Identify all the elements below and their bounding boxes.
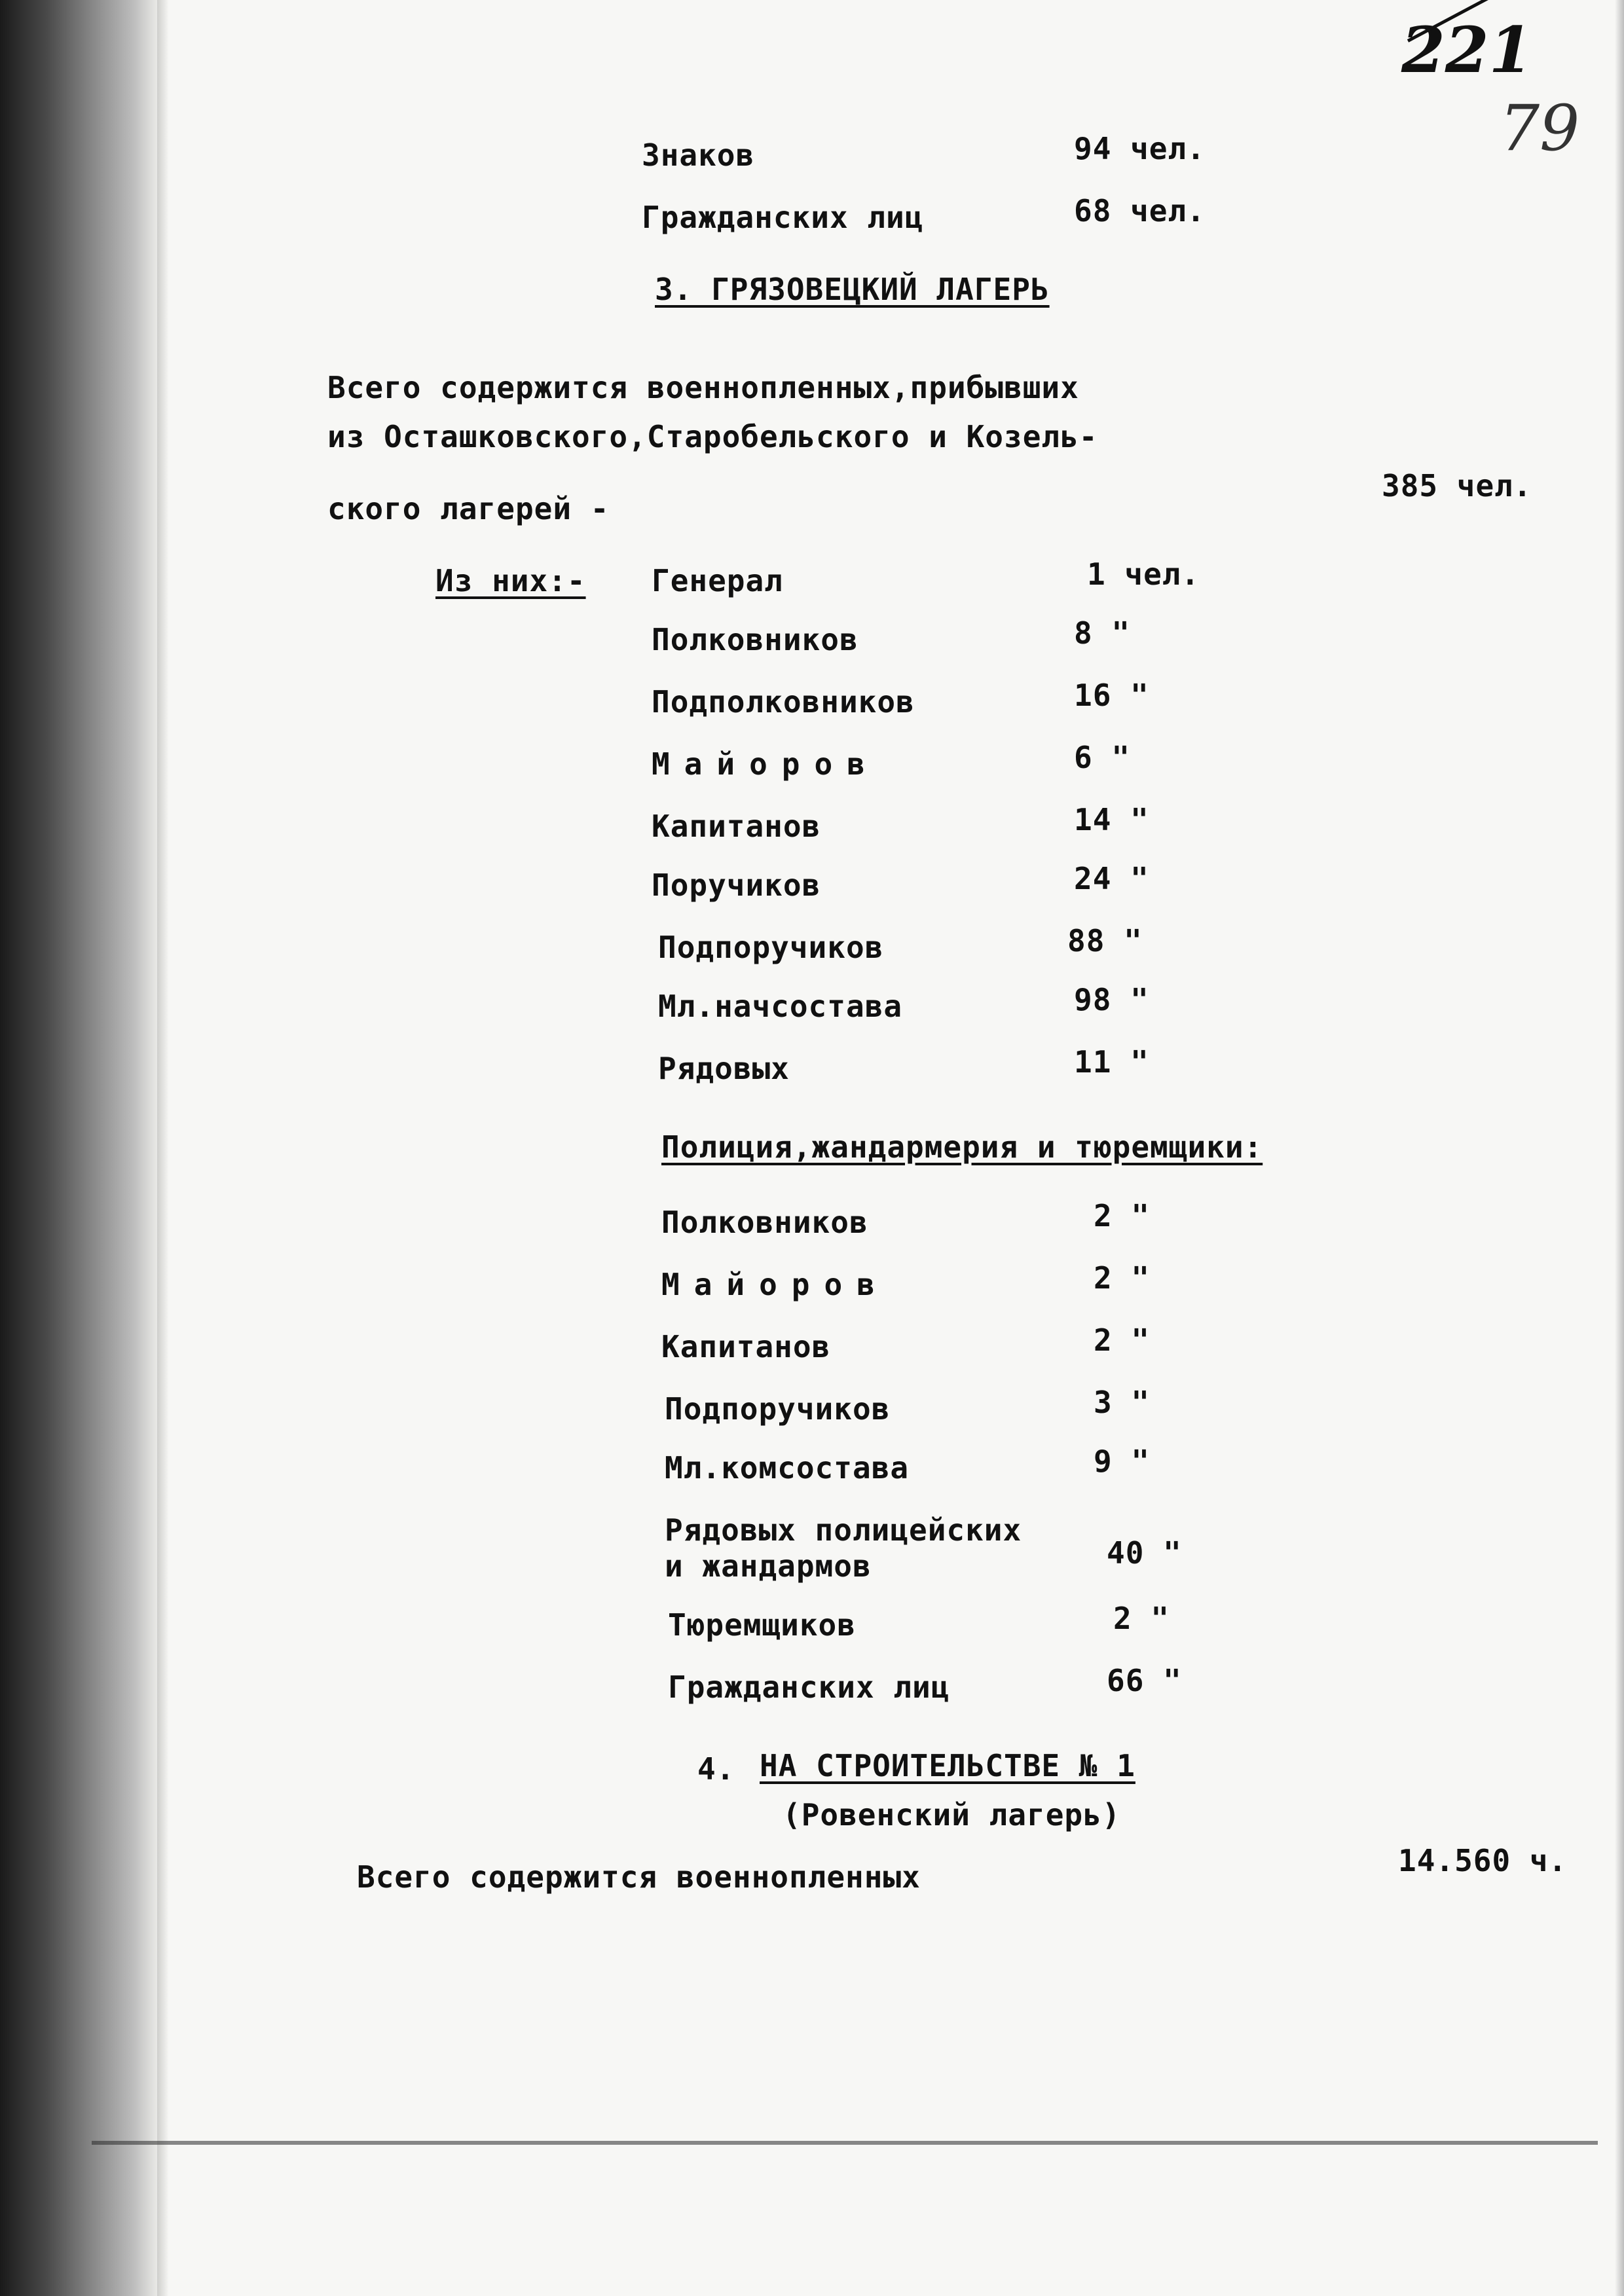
right-page-edge: [1615, 0, 1624, 2296]
top-line-2-value: 68 чел.: [1074, 193, 1206, 228]
police-row-label: Подпоручиков: [665, 1391, 891, 1427]
top-line-2-label: Гражданских лиц: [642, 200, 924, 235]
police-row-label: Рядовых полицейских: [665, 1512, 1022, 1548]
police-row-value: 2 ": [1113, 1601, 1170, 1636]
police-row-label: Майоров: [661, 1267, 889, 1302]
section3-intro-line1: Всего содержится военнопленных,прибывших: [327, 370, 1079, 405]
binding-shadow: [0, 0, 157, 2296]
rank-row-value: 8 ": [1074, 615, 1131, 651]
rank-row-value: 11 ": [1074, 1044, 1149, 1080]
rank-row-label: Подпоручиков: [658, 930, 884, 965]
police-row-label: Тюремщиков: [668, 1607, 856, 1643]
rank-row-value: 1 чел.: [1087, 556, 1200, 592]
rank-row-label: Мл.начсостава: [658, 989, 903, 1024]
section4-subtitle: (Ровенский лагерь): [783, 1797, 1121, 1832]
rank-row-value: 6 ": [1074, 740, 1131, 775]
bottom-fold-line: [92, 2141, 1598, 2145]
section3-of-them-label: Из них:-: [435, 563, 586, 598]
top-line-1-label: Знаков: [642, 137, 755, 173]
rank-row-label: Полковников: [652, 622, 858, 657]
binding-edge: [157, 0, 169, 2296]
police-row-label-2: и жандармов: [665, 1548, 872, 1584]
police-row-value: 3 ": [1094, 1385, 1151, 1420]
rank-row-label: Майоров: [652, 746, 879, 782]
rank-row-label: Рядовых: [658, 1051, 790, 1086]
folio-new: 79: [1500, 92, 1580, 165]
police-row-value: 40 ": [1107, 1535, 1182, 1571]
police-row-value: 2 ": [1094, 1322, 1151, 1358]
section4-number: 4.: [697, 1751, 735, 1787]
top-line-1-value: 94 чел.: [1074, 131, 1206, 166]
section4-title: НА СТРОИТЕЛЬСТВЕ № 1: [760, 1748, 1135, 1783]
rank-row-label: Подполковников: [652, 684, 915, 720]
police-row-value: 9 ": [1094, 1444, 1151, 1479]
section3-intro-line3: ского лагерей -: [327, 491, 610, 526]
police-row-label: Капитанов: [661, 1329, 831, 1364]
police-row-label: Мл.комсостава: [665, 1450, 910, 1485]
police-header: Полиция,жандармерия и тюремщики:: [661, 1129, 1263, 1165]
police-row-value: 2 ": [1094, 1260, 1151, 1296]
section4-intro: Всего содержится военнопленных: [357, 1859, 921, 1895]
rank-row-label: Генерал: [652, 563, 783, 598]
rank-row-label: Поручиков: [652, 867, 821, 903]
police-row-label: Полковников: [661, 1205, 868, 1240]
police-row-value: 2 ": [1094, 1198, 1151, 1233]
folio-old: 221: [1401, 13, 1533, 87]
rank-row-value: 98 ": [1074, 982, 1149, 1017]
police-row-label: Гражданских лиц: [668, 1669, 950, 1705]
section4-total: 14.560 ч.: [1398, 1843, 1568, 1878]
rank-row-value: 24 ": [1074, 861, 1149, 896]
police-row-value: 66 ": [1107, 1663, 1182, 1698]
section3-total: 385 чел.: [1382, 468, 1532, 503]
rank-row-value: 14 ": [1074, 802, 1149, 837]
section3-title: 3. ГРЯЗОВЕЦКИЙ ЛАГЕРЬ: [655, 272, 1050, 307]
rank-row-value: 88 ": [1067, 923, 1143, 958]
section3-intro-line2: из Осташковского,Старобельского и Козель-: [327, 419, 1098, 454]
rank-row-value: 16 ": [1074, 678, 1149, 713]
rank-row-label: Капитанов: [652, 809, 821, 844]
